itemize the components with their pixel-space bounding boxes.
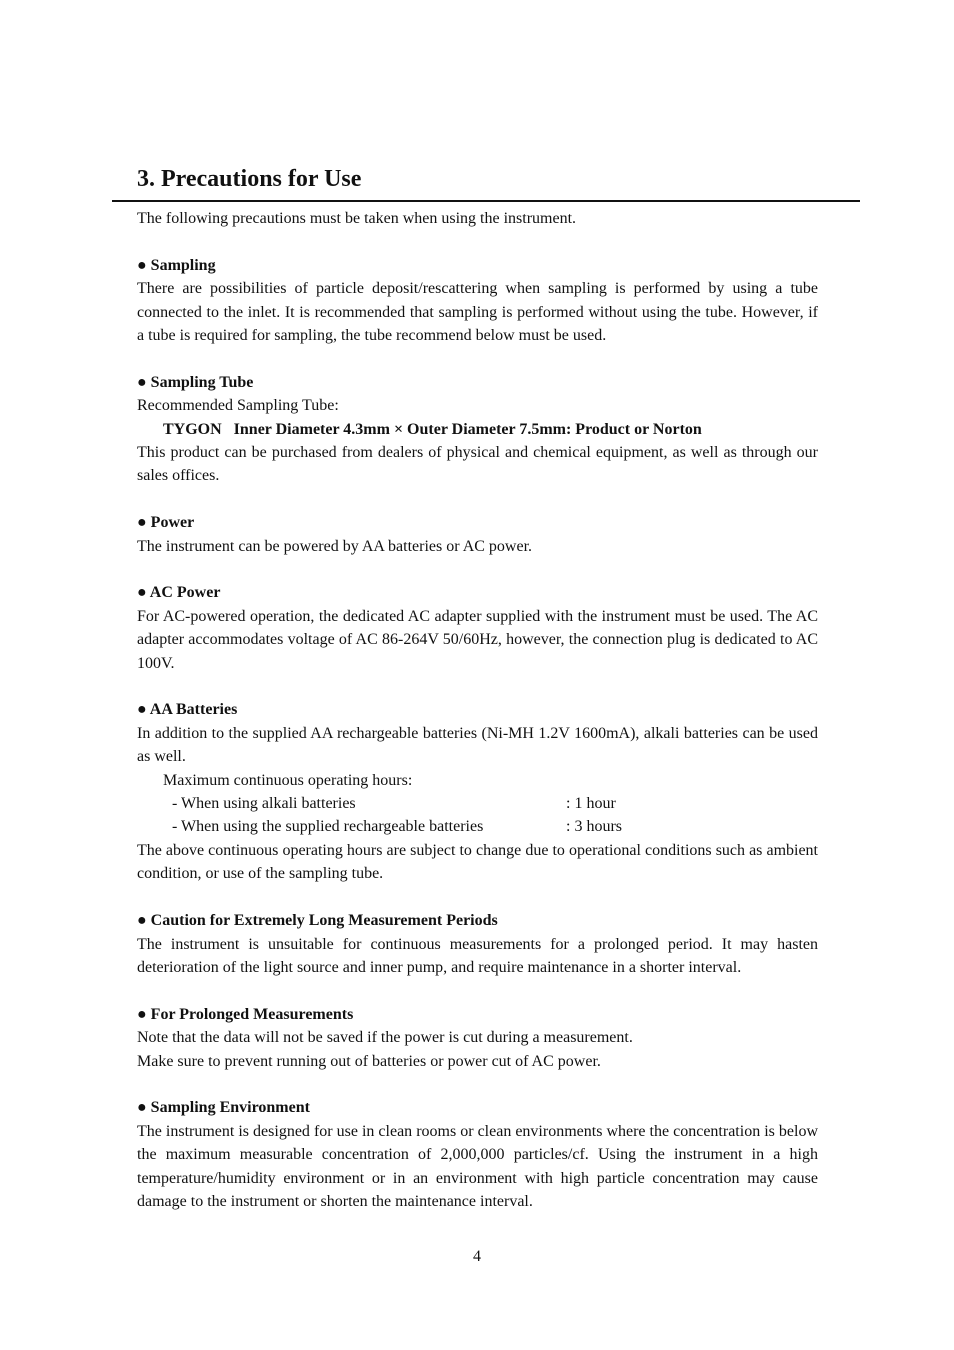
page-number: 4 bbox=[473, 1248, 481, 1265]
section-text: For AC-powered operation, the dedicated AC adapter supplied with the instrument must be used. The AC adapter accommodates voltage of AC 86-264V 50/60Hz, however, the connection plug is dedicated to AC 100V. bbox=[137, 607, 818, 672]
section-text-line1: Note that the data will not be saved if the power is cut during a measurement. bbox=[137, 1029, 633, 1047]
section-text: This product can be purchased from dealers of physical and chemical equipment, as well as through our sales offices. bbox=[137, 444, 818, 485]
hours-row-label: - When using the supplied rechargeable batteries bbox=[172, 818, 484, 836]
hours-note: The above continuous operating hours are subject to change due to operational conditions such as ambient condition, or use of the sampling tube. bbox=[137, 841, 818, 883]
section-text: The instrument can be powered by AA batteries or AC power. bbox=[137, 537, 533, 555]
section-power bbox=[137, 511, 818, 558]
section-sampling bbox=[137, 254, 818, 348]
section-heading: ● Sampling bbox=[137, 256, 216, 274]
hours-row-value: : 1 hour bbox=[566, 795, 616, 813]
hours-row bbox=[137, 792, 818, 815]
section-caution-long bbox=[137, 909, 818, 979]
section-heading: ● Sampling Tube bbox=[137, 373, 254, 391]
page-title: 3. Precautions for Use bbox=[137, 166, 362, 192]
section-text: In addition to the supplied AA rechargeable batteries (Ni-MH 1.2V 1600mA), alkali batteries can be used as well. bbox=[137, 724, 818, 766]
section-text: There are possibilities of particle deposit/rescattering when sampling is performed by using a tube connected to the inlet. It is recommended that sampling is performed without using the tube. However, if a tube is required for sampling, the tube recommend below must be used. bbox=[137, 280, 818, 345]
intro-text: The following precautions must be taken when using the instrument. bbox=[137, 210, 577, 227]
section-heading: ● Caution for Extremely Long Measurement Periods bbox=[137, 912, 498, 930]
section-heading: ● AA Batteries bbox=[137, 701, 238, 719]
hours-row-label: - When using alkali batteries bbox=[172, 795, 356, 813]
section-heading: ● AC Power bbox=[137, 584, 221, 602]
section-ac-power bbox=[137, 581, 818, 675]
section-environment bbox=[137, 1096, 818, 1213]
section-text: The instrument is designed for use in clean rooms or clean environments where the concentration is below the maximum measurable concentration of 2,000,000 particles/cf. Using the instrument in a high temperature/humidity environment or in an environment with high particle concentration may cause damage to the instrument or shorten the maintenance interval. bbox=[137, 1122, 818, 1210]
hours-row-value: : 3 hours bbox=[566, 818, 622, 836]
section-heading: ● For Prolonged Measurements bbox=[137, 1005, 354, 1023]
tube-spec: TYGON Inner Diameter 4.3mm × Outer Diameter 7.5mm: Product or Norton bbox=[163, 420, 702, 438]
page-content bbox=[137, 207, 818, 1237]
section-prolonged bbox=[137, 1003, 818, 1073]
tube-label: Recommended Sampling Tube: bbox=[137, 397, 339, 415]
section-heading: ● Sampling Environment bbox=[137, 1099, 310, 1117]
section-aa-batteries bbox=[137, 698, 818, 885]
section-text: The instrument is unsuitable for continuous measurements for a prolonged period. It may hasten deterioration of the light source and inner pump, and require maintenance in a shorter interval. bbox=[137, 935, 818, 976]
hours-row bbox=[137, 815, 818, 838]
title-rule bbox=[112, 200, 860, 202]
section-heading: ● Power bbox=[137, 514, 195, 532]
hours-label: Maximum continuous operating hours: bbox=[163, 771, 413, 789]
section-text-line2: Make sure to prevent running out of batteries or power cut of AC power. bbox=[137, 1052, 601, 1070]
section-sampling-tube bbox=[137, 371, 818, 488]
